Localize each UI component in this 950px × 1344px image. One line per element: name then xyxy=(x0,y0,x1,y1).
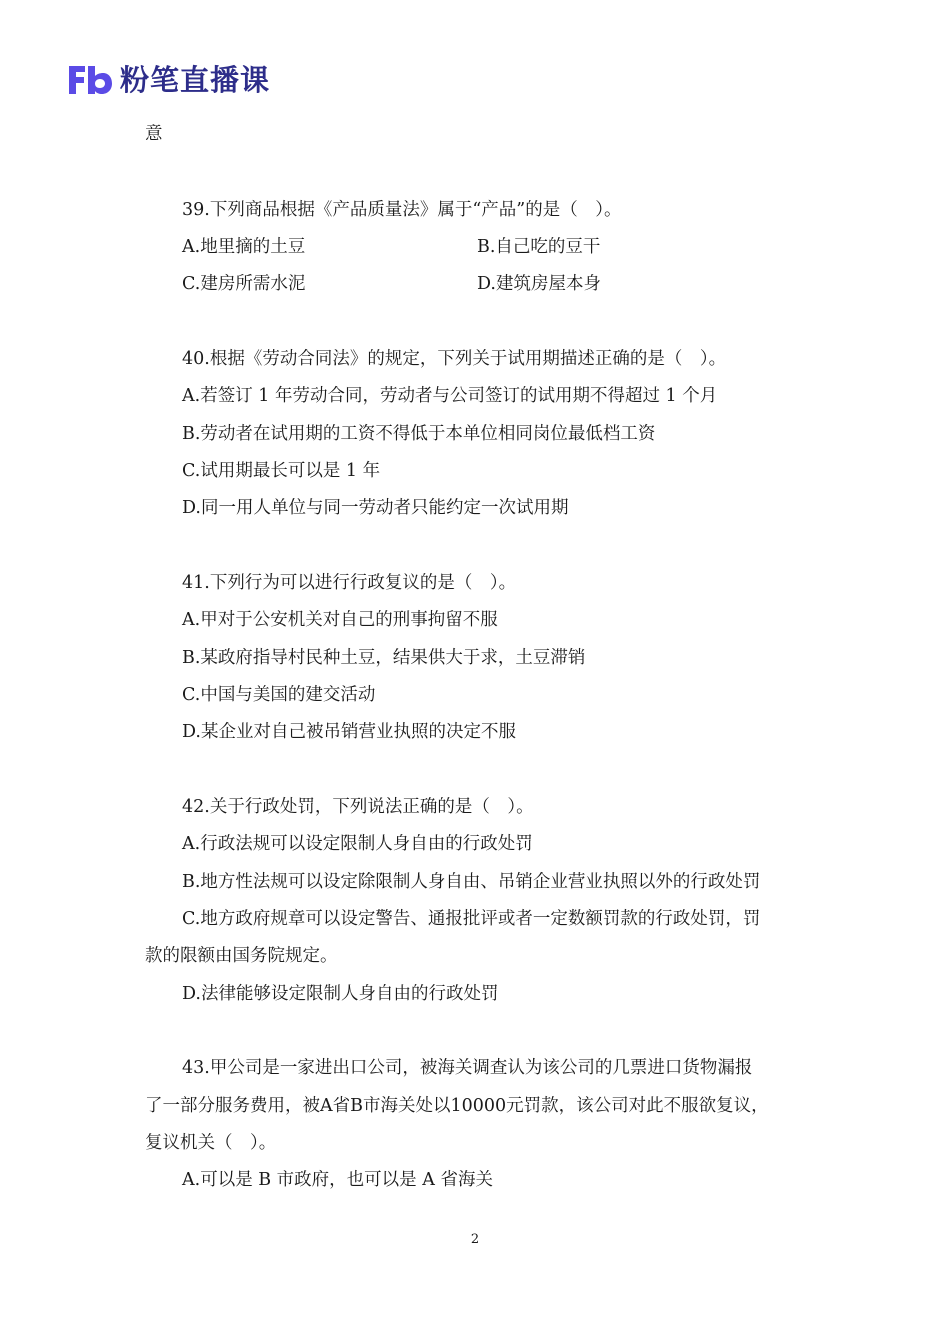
question-40-option-c: C.试用期最长可以是 1 年 xyxy=(182,461,381,481)
question-39-option-d: D.建筑房屋本身 xyxy=(477,274,601,294)
question-42-option-a: A.行政法规可以设定限制人身自由的行政处罚 xyxy=(182,834,533,854)
question-43-stem-line-1: 43.甲公司是一家进出口公司，被海关调查认为该公司的几票进口货物漏报 xyxy=(182,1058,753,1078)
question-40-stem: 40.根据《劳动合同法》的规定，下列关于试用期描述正确的是（ ）。 xyxy=(182,349,727,369)
question-40-option-b: B.劳动者在试用期的工资不得低于本单位相同岗位最低档工资 xyxy=(182,424,656,444)
question-39-option-b: B.自己吃的豆干 xyxy=(477,237,601,257)
question-39-option-a: A.地里摘的土豆 xyxy=(182,237,306,257)
question-42-option-d: D.法律能够设定限制人身自由的行政处罚 xyxy=(182,984,499,1004)
question-41-option-d: D.某企业对自己被吊销营业执照的决定不服 xyxy=(182,722,516,742)
question-41-stem: 41.下列行为可以进行行政复议的是（ ）。 xyxy=(182,573,517,593)
continued-text: 意 xyxy=(145,124,163,144)
brand-logo xyxy=(66,60,270,100)
fb-logo-icon xyxy=(66,62,114,98)
question-42-option-c-continued: 款的限额由国务院规定。 xyxy=(145,946,338,966)
page-number: 2 xyxy=(470,1232,480,1247)
question-42-option-c: C.地方政府规章可以设定警告、通报批评或者一定数额罚款的行政处罚，罚 xyxy=(182,909,761,929)
question-39-stem: 39.下列商品根据《产品质量法》属于“产品”的是（ ）。 xyxy=(182,200,622,220)
question-41-option-c: C.中国与美国的建交活动 xyxy=(182,685,376,705)
question-41-option-a: A.甲对于公安机关对自己的刑事拘留不服 xyxy=(182,610,498,630)
question-41-option-b: B.某政府指导村民种土豆，结果供大于求，土豆滞销 xyxy=(182,648,586,668)
logo-text: 粉笔直播课 xyxy=(120,63,271,97)
question-40-option-d: D.同一用人单位与同一劳动者只能约定一次试用期 xyxy=(182,498,569,518)
question-39-option-c: C.建房所需水泥 xyxy=(182,274,306,294)
question-40-option-a: A.若签订 1 年劳动合同，劳动者与公司签订的试用期不得超过 1 个月 xyxy=(182,386,718,406)
question-42-stem: 42.关于行政处罚，下列说法正确的是（ ）。 xyxy=(182,797,534,817)
question-42-option-b: B.地方性法规可以设定除限制人身自由、吊销企业营业执照以外的行政处罚 xyxy=(182,872,761,892)
question-43-stem-line-3: 复议机关（ ）。 xyxy=(145,1133,277,1153)
question-43-stem-line-2: 了一部分服务费用，被A省B市海关处以10000元罚款，该公司对此不服欲复议， xyxy=(145,1096,769,1116)
question-43-option-a: A.可以是 B 市政府，也可以是 A 省海关 xyxy=(182,1170,493,1190)
